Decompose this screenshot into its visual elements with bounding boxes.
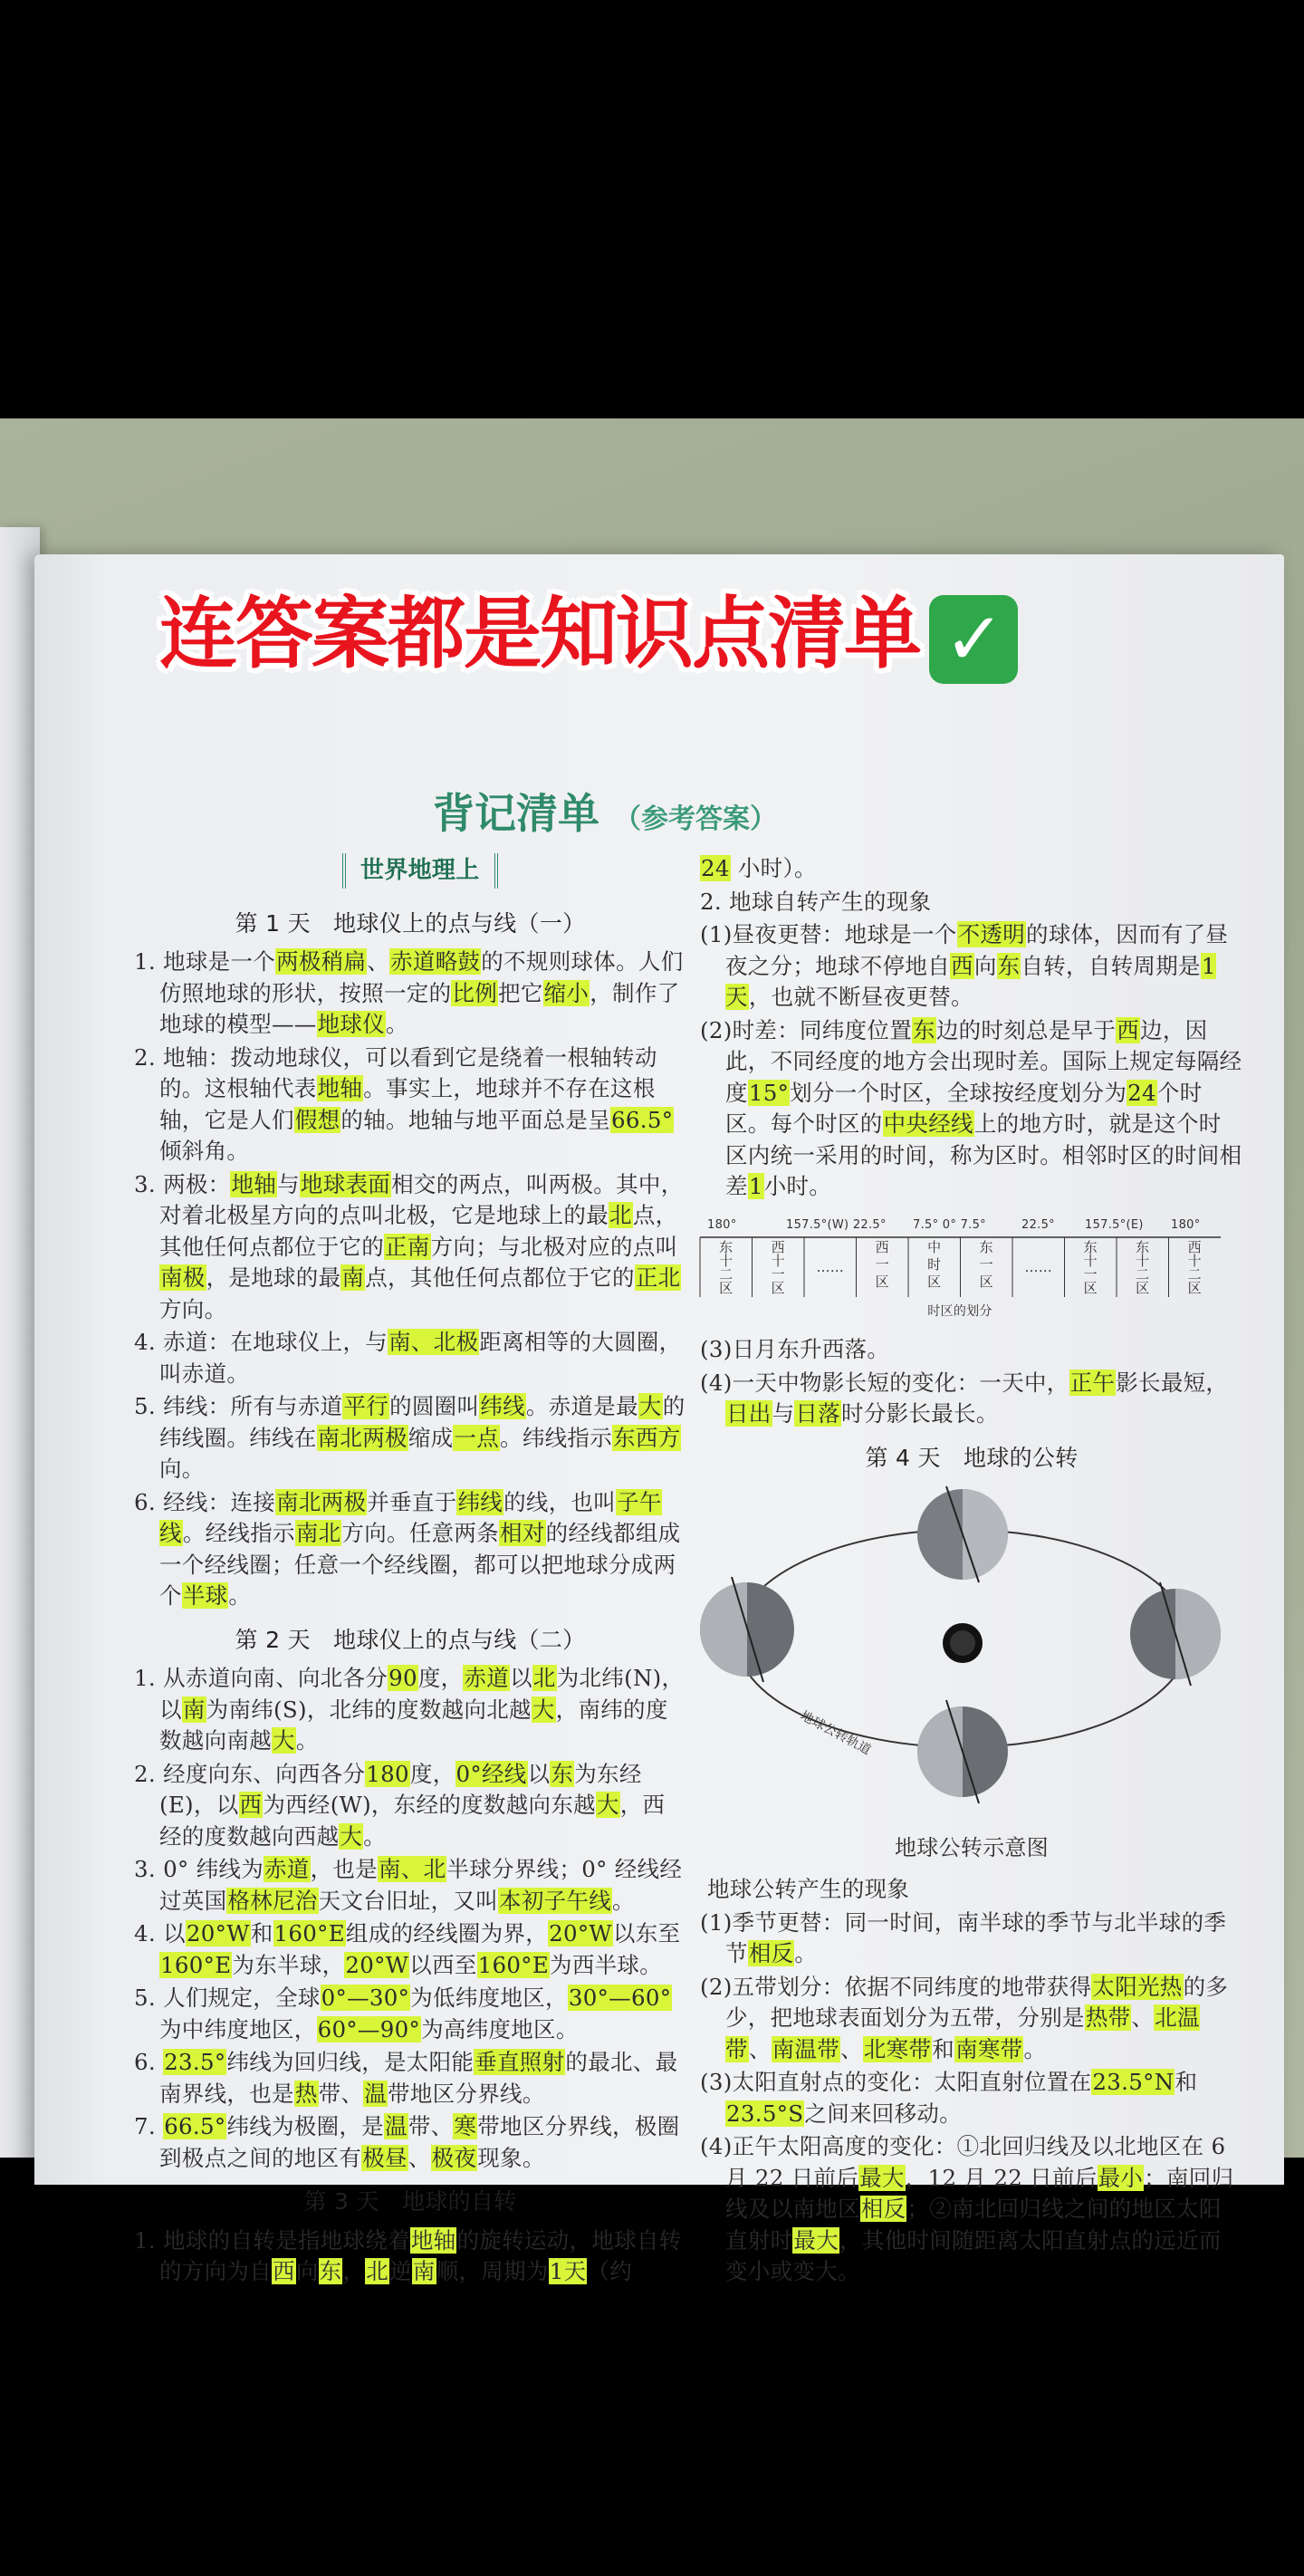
- highlighted-text: 假想: [294, 1106, 340, 1133]
- list-item: [134, 1663, 686, 1757]
- highlighted-text: 平行: [343, 1393, 389, 1419]
- highlighted-text: 极昼: [362, 2144, 408, 2171]
- text-segment: 以: [527, 1760, 551, 1787]
- highlighted-text: 西: [951, 952, 973, 979]
- text-segment: ，12 月 22 日前后: [905, 2164, 1098, 2191]
- tz-degree-label: 157.5°(W) 22.5°: [786, 1217, 887, 1232]
- tz-cell: 东一区: [979, 1238, 993, 1290]
- tz-cell: ……: [816, 1258, 845, 1275]
- highlighted-text: 南、北极: [388, 1329, 479, 1355]
- highlighted-text: 大: [340, 1822, 363, 1850]
- highlighted-text: 南: [412, 2258, 436, 2284]
- highlighted-text: 南寒带: [955, 2035, 1023, 2062]
- tz-degree-label: 157.5°(E): [1085, 1217, 1144, 1232]
- highlighted-text: 24: [701, 855, 730, 881]
- text-segment: 为高纬度地区。: [421, 2015, 579, 2043]
- highlighted-text: 160°E: [273, 1920, 345, 1946]
- highlighted-text: 赤道略鼓: [390, 948, 481, 975]
- text-segment: 上的地方时，就是这个时区内统一采用的时间，称为区时。相邻时区的时间相差: [725, 1110, 1242, 1199]
- text-segment: 1. 地球是一个: [134, 948, 276, 975]
- text-segment: 的最北、最南界线，也是: [159, 2049, 678, 2107]
- text-segment: （约: [587, 2258, 632, 2284]
- text-segment: 和: [1175, 2069, 1198, 2095]
- tz-cell: 西十一区: [771, 1238, 785, 1296]
- earth-top: [917, 1486, 1008, 1582]
- highlighted-text: 15°: [748, 1079, 790, 1106]
- text-segment: ，是地球的最: [206, 1264, 341, 1291]
- text-segment: 半球分界线；0° 经线经过英国: [159, 1856, 683, 1914]
- text-segment: 的纬线圈。纬线在: [159, 1393, 686, 1451]
- list-item: [134, 1043, 686, 1168]
- tz-cell: 东十二区: [1136, 1238, 1150, 1296]
- list-item: [134, 947, 686, 1041]
- revolution-list: [700, 1908, 1243, 2288]
- highlighted-text: 东西方: [613, 1424, 681, 1451]
- highlighted-text: 纬线: [457, 1488, 503, 1515]
- highlighted-text: 南北两极: [317, 1424, 408, 1451]
- text-segment: 为南纬(S)，北纬的度数越向北越: [206, 1696, 532, 1723]
- highlighted-text: 北: [532, 1665, 556, 1691]
- day1-list: [134, 947, 686, 1612]
- day2-title: 第 2 天 地球仪上的点与线（二）: [235, 1626, 586, 1653]
- text-segment: (2)时差：同纬度位置: [700, 1016, 913, 1043]
- text-segment: 3. 两极：: [134, 1170, 231, 1197]
- tz-cell: 西一区: [875, 1238, 889, 1290]
- list-item: [134, 1327, 686, 1389]
- highlighted-text: 相反: [860, 2196, 906, 2222]
- list-item: [700, 2131, 1243, 2288]
- highlighted-text: 东: [319, 2258, 342, 2284]
- text-segment: 。: [295, 1727, 319, 1754]
- text-segment: 个时区。每个时区的: [725, 1079, 1203, 1137]
- highlighted-text: 地轴: [317, 1075, 363, 1101]
- text-segment: 。经线指示: [182, 1520, 295, 1546]
- highlighted-text: 北温带: [725, 2004, 1200, 2062]
- highlighted-text: 不透明: [957, 921, 1026, 947]
- list-item: [134, 1983, 686, 2045]
- text-segment: 的旋转运动，地球自转的方向为自: [159, 2226, 682, 2284]
- text-segment: 。事实上，地球并不存在这根轴，它是人们: [159, 1075, 656, 1133]
- highlighted-text: 极夜: [431, 2144, 477, 2171]
- tz-cell: ……: [1024, 1258, 1053, 1275]
- text-segment: 组成的经线圈为界，: [345, 1920, 549, 1946]
- highlighted-text: 20°W: [345, 1951, 409, 1978]
- text-segment: 与: [772, 1400, 795, 1427]
- page-heading-text: 背记清单: [433, 789, 599, 838]
- tz-cell: 西十二区: [1187, 1238, 1202, 1296]
- text-segment: ，: [342, 2258, 366, 2284]
- highlighted-text: 南极: [160, 1264, 206, 1291]
- highlighted-text: 160°E: [477, 1951, 550, 1978]
- rotation-heading: 2. 地球自转产生的现象: [700, 888, 932, 915]
- time-zone-caption: 时区的划分: [927, 1303, 992, 1319]
- tz-cell: 中时区: [927, 1238, 942, 1290]
- highlighted-text: 1: [748, 1173, 763, 1199]
- text-segment: 、: [1131, 2004, 1155, 2031]
- list-item: [134, 2111, 686, 2174]
- text-segment: 带地区分界线，极圈到极点之间的地区有: [159, 2113, 680, 2171]
- list-item: [134, 2047, 686, 2110]
- highlighted-text: 南: [341, 1264, 365, 1291]
- highlighted-text: 太阳光热: [1092, 1973, 1183, 2000]
- text-segment: 并垂直于: [367, 1488, 457, 1515]
- text-segment: 方向；与北极对应的点叫: [430, 1233, 678, 1260]
- text-segment: 向。: [159, 1456, 205, 1482]
- overlay-title: [159, 571, 1018, 684]
- text-segment: 点，其他任何点都位于它的: [365, 1264, 635, 1291]
- text-segment: 划分一个时区，全球按经度划分为: [790, 1079, 1127, 1106]
- highlighted-text: 温: [385, 2113, 408, 2139]
- book-page: [34, 554, 1284, 2284]
- highlighted-text: 两极稍扁: [276, 948, 367, 975]
- book-photo: [0, 418, 1304, 2284]
- highlighted-text: 南温带: [772, 2035, 840, 2062]
- highlighted-text: 地球仪: [317, 1011, 386, 1037]
- text-segment: (1)季节更替：同一时间，南半球的季节与北半球的季节: [700, 1908, 1227, 1966]
- highlighted-text: 日落: [795, 1400, 841, 1427]
- text-segment: 缩成: [408, 1424, 454, 1451]
- list-item: [134, 2225, 686, 2288]
- text-segment: 。: [386, 1011, 408, 1037]
- highlighted-text: 大: [273, 1727, 295, 1754]
- page-heading: [433, 781, 777, 841]
- day2-list: [134, 1663, 686, 2174]
- highlighted-text: 南北: [295, 1520, 341, 1546]
- highlighted-text: 东: [997, 952, 1021, 979]
- text-segment: 边，因此，不同经度的地方会出现时差。国际上规定每隔经度: [725, 1016, 1242, 1106]
- tz-degree-label: 22.5°: [1021, 1217, 1055, 1232]
- highlighted-text: 东: [913, 1016, 935, 1043]
- text-segment: 向: [973, 952, 997, 979]
- highlighted-text: 格林尼治: [227, 1887, 318, 1914]
- highlighted-text: 东: [551, 1760, 574, 1787]
- highlighted-text: 西: [239, 1792, 263, 1818]
- text-segment: 为中纬度地区，: [159, 2015, 317, 2043]
- page-heading-sub: （参考答案）: [614, 803, 778, 835]
- text-segment: 。: [794, 1940, 818, 1966]
- text-segment: 顺，周期为: [436, 2258, 549, 2284]
- text-segment: 小时）。: [730, 855, 817, 881]
- highlighted-text: 热带: [1085, 2004, 1131, 2031]
- highlighted-text: 半球: [182, 1582, 228, 1609]
- highlighted-text: 西: [1117, 1016, 1140, 1043]
- highlighted-text: 赤道: [464, 1665, 510, 1691]
- text-segment: 与: [277, 1170, 300, 1197]
- text-segment: (4)正午太阳高度的变化：①北回归线及以北地区在 6 月 22 日前后: [700, 2133, 1226, 2191]
- highlighted-text: 大: [596, 1792, 619, 1818]
- text-segment: 带地区分界线。: [388, 2080, 545, 2107]
- text-segment: ，西经的度数越向西越: [159, 1792, 666, 1850]
- text-segment: 以: [510, 1665, 532, 1691]
- text-segment: 的不规则球体。人们仿照地球的形状，按照一定的: [159, 948, 684, 1006]
- orbit-diagram: [700, 1494, 1225, 1820]
- text-segment: 度，: [409, 1760, 455, 1787]
- text-segment: ，其他时间随距离太阳直射点的远近而变小或变大。: [725, 2226, 1222, 2284]
- text-segment: 1. 地球的自转是指地球绕着: [134, 2226, 410, 2254]
- text-segment: 。: [228, 1582, 252, 1609]
- text-segment: (1)昼夜更替：地球是一个: [700, 921, 957, 947]
- highlighted-text: 相反: [748, 1940, 794, 1966]
- text-segment: 为西经(W)，东经的度数越向东越: [263, 1792, 596, 1818]
- text-segment: 4. 以: [134, 1920, 186, 1946]
- text-segment: 纬线为回归线，是太阳能: [226, 2049, 475, 2075]
- text-segment: 7.: [134, 2113, 164, 2139]
- text-segment: 以西至: [409, 1951, 477, 1978]
- highlighted-text: 0°经线: [455, 1760, 527, 1787]
- text-segment: ；②南北回归线之间的地区太阳直射时: [725, 2196, 1222, 2254]
- day4-title: 第 4 天 地球的公转: [865, 1444, 1079, 1471]
- text-segment: 的轴。地轴与地平面总是呈: [340, 1106, 611, 1133]
- left-column: [134, 853, 686, 2290]
- text-segment: 1. 从赤道向南、向北各分: [134, 1665, 388, 1691]
- highlighted-text: 1天: [725, 952, 1216, 1010]
- highlighted-text: 最小: [1098, 2164, 1144, 2191]
- highlighted-text: 地球表面: [300, 1170, 391, 1197]
- highlighted-text: 0°—30°: [321, 1985, 410, 2011]
- highlighted-text: 24: [1127, 1079, 1156, 1106]
- list-item: [700, 1334, 1243, 1366]
- highlighted-text: 23.5°N: [1092, 2069, 1175, 2095]
- highlighted-text: 子午线: [159, 1488, 662, 1546]
- tz-degree-label: 180°: [707, 1217, 737, 1232]
- text-segment: (3)太阳直射点的变化：太阳直射位置在: [700, 2069, 1092, 2095]
- highlighted-text: 南北两极: [276, 1488, 367, 1515]
- highlighted-text: 180: [366, 1760, 409, 1787]
- text-segment: ，也就不断昼夜更替。: [748, 984, 973, 1010]
- text-segment: ，制作了地球的模型——: [159, 979, 680, 1037]
- highlighted-text: 南、北: [379, 1856, 446, 1882]
- highlighted-text: 60°—90°: [317, 2015, 421, 2043]
- text-segment: 为北纬(N)，以: [159, 1665, 685, 1723]
- text-segment: 的多少，把地球表面划分为五带，分别是: [725, 1973, 1229, 2031]
- text-segment: 为低纬度地区，: [410, 1985, 568, 2011]
- text-segment: 6.: [134, 2049, 164, 2075]
- text-segment: 边的时刻总是早于: [935, 1016, 1117, 1043]
- text-segment: 距离相等的大圆圈，叫赤道。: [159, 1329, 682, 1387]
- orbit-label: 地球公转轨道: [798, 1708, 874, 1758]
- list-item: [134, 1169, 686, 1326]
- highlighted-text: 160°E: [160, 1951, 232, 1978]
- text-segment: 、: [840, 2035, 863, 2062]
- rotation-list: [700, 919, 1243, 1203]
- text-segment: 的经线都组成一个经线圈；任意一个经线圈，都可以把地球分成两个: [159, 1520, 681, 1609]
- text-segment: 、: [367, 948, 390, 975]
- text-segment: 天文台旧址，又叫: [318, 1887, 499, 1914]
- text-segment: 小时。: [763, 1173, 832, 1199]
- highlighted-text: 20°W: [186, 1920, 250, 1946]
- highlighted-text: 23.5°S: [726, 2100, 804, 2127]
- text-segment: 方向。任意两条: [341, 1520, 500, 1546]
- text-segment: 6. 经线：连接: [134, 1488, 276, 1515]
- text-segment: 和: [250, 1920, 273, 1946]
- earth-bottom: [917, 1700, 1008, 1803]
- highlighted-text: 北寒带: [863, 2035, 932, 2062]
- text-segment: ，也是: [310, 1856, 379, 1882]
- highlighted-text: 比例: [452, 979, 498, 1006]
- text-segment: 倾斜角。: [159, 1138, 250, 1164]
- text-segment: 为西半球。: [550, 1951, 663, 1978]
- highlighted-text: 西: [273, 2258, 295, 2284]
- highlighted-text: 纬线: [480, 1393, 525, 1419]
- text-segment: 。: [1023, 2035, 1047, 2062]
- list-item: [700, 919, 1243, 1014]
- highlighted-text: 1天: [549, 2258, 587, 2284]
- text-segment: 。: [612, 1887, 635, 1914]
- text-segment: 时分影长最长。: [841, 1400, 999, 1427]
- highlighted-text: 本初子午线: [499, 1887, 612, 1914]
- highlighted-text: 热: [294, 2080, 318, 2107]
- highlighted-text: 日出: [726, 1400, 772, 1427]
- highlighted-text: 90: [388, 1665, 417, 1691]
- overlay-title-text: 连答案都是知识点清单: [159, 589, 920, 679]
- day3-list: [134, 2225, 686, 2288]
- list-item: [700, 2067, 1243, 2129]
- tz-cell: 东十一区: [1083, 1238, 1098, 1296]
- revolution-heading: 地球公转产生的现象: [707, 1876, 910, 1902]
- text-segment: 方向。: [159, 1295, 227, 1322]
- highlighted-text: 23.5°: [164, 2049, 226, 2075]
- text-segment: 和: [932, 2035, 955, 2062]
- text-segment: 现象。: [477, 2144, 545, 2171]
- highlighted-text: 正南: [385, 1233, 430, 1260]
- text-segment: 。纬线指示: [500, 1424, 613, 1451]
- highlighted-text: 赤道: [264, 1856, 310, 1882]
- text-segment: 自转，自转周期是: [1021, 952, 1201, 979]
- highlighted-text: 北: [366, 2258, 389, 2284]
- text-segment: 、: [408, 2144, 431, 2171]
- text-segment: 为东半球，: [232, 1951, 345, 1978]
- text-segment: 之间来回移动。: [804, 2100, 962, 2127]
- rotation-list-2: [700, 1334, 1243, 1430]
- list-item: [134, 1854, 686, 1917]
- text-segment: 点，其他任何点都位于它的: [159, 1202, 678, 1260]
- highlighted-text: 地轴: [231, 1170, 277, 1197]
- highlighted-text: 66.5°: [164, 2113, 226, 2139]
- highlighted-text: 大: [638, 1393, 662, 1419]
- text-segment: 的球体，因而有了昼夜之分；地球不停地自: [725, 921, 1229, 979]
- text-segment: 向: [295, 2258, 319, 2284]
- highlighted-text: 缩小: [543, 979, 590, 1006]
- text-segment: 纬线为极圈，是: [226, 2113, 384, 2139]
- highlighted-text: 北: [609, 1202, 632, 1228]
- text-segment: ，南纬的度数越向南越: [159, 1696, 668, 1754]
- highlighted-text: 相对: [500, 1520, 545, 1546]
- highlighted-text: 正午: [1069, 1369, 1116, 1396]
- text-segment: 的线，也叫: [503, 1488, 617, 1515]
- text-segment: (4)一天中物影长短的变化：一天中，: [700, 1369, 1069, 1396]
- text-segment: 2. 经度向东、向西各分: [134, 1760, 366, 1787]
- text-segment: (3)日月东升西落。: [700, 1336, 890, 1362]
- list-item: [700, 1972, 1243, 2066]
- text-segment: 相交的两点，叫两极。其中，对着北极星方向的点叫北极，它是地球上的最: [159, 1170, 684, 1228]
- text-segment: 带、: [408, 2113, 454, 2139]
- list-item: [134, 1918, 686, 1981]
- list-item: [700, 1908, 1243, 1970]
- highlighted-text: 垂直照射: [475, 2049, 565, 2075]
- check-mark-icon: ✓: [929, 595, 1018, 684]
- highlighted-text: 最大: [859, 2164, 905, 2191]
- highlighted-text: 中央经线: [883, 1110, 973, 1137]
- text-segment: 带、: [318, 2080, 364, 2107]
- text-segment: 影长最短，: [1116, 1369, 1229, 1396]
- text-segment: 度，: [417, 1665, 464, 1691]
- text-segment: 4. 赤道：在地球仪上，与: [134, 1329, 388, 1355]
- list-item: [134, 1391, 686, 1485]
- highlighted-text: 南: [182, 1696, 206, 1723]
- highlighted-text: 66.5°: [611, 1106, 674, 1133]
- text-segment: 5. 纬线：所有与赤道: [134, 1393, 343, 1419]
- section-title: 世界地理上: [342, 853, 498, 889]
- text-segment: 把它: [498, 979, 543, 1006]
- list-item: [700, 1368, 1243, 1430]
- text-segment: ；南回归线及以南地区: [725, 2164, 1234, 2222]
- text-segment: 2. 地轴：拨动地球仪，可以看到它是绕着一根轴转动的。这根轴代表: [134, 1043, 657, 1101]
- highlighted-text: 最大: [793, 2226, 839, 2254]
- text-segment: 的圆圈叫: [389, 1393, 480, 1419]
- tz-degree-label: 180°: [1171, 1217, 1201, 1232]
- text-segment: 。赤道是最: [525, 1393, 638, 1419]
- text-segment: 5. 人们规定，全球: [134, 1985, 321, 2011]
- text-segment: 。: [363, 1822, 387, 1850]
- continued-text: [700, 853, 1243, 885]
- tz-degree-label: 7.5° 0° 7.5°: [913, 1217, 986, 1232]
- right-column: [700, 853, 1243, 2290]
- highlighted-text: 温: [364, 2080, 388, 2107]
- highlighted-text: 正北: [635, 1264, 681, 1291]
- list-item: [700, 853, 1243, 885]
- text-segment: 逆: [389, 2258, 412, 2284]
- highlighted-text: 大: [532, 1696, 555, 1723]
- highlighted-text: 20°W: [549, 1920, 612, 1946]
- time-zone-diagram: [700, 1210, 1221, 1319]
- orbit-caption: 地球公转示意图: [894, 1834, 1050, 1860]
- highlighted-text: 30°—60°: [568, 1985, 672, 2011]
- highlighted-text: 寒: [454, 2113, 477, 2139]
- tz-cell: 东十二区: [719, 1238, 734, 1296]
- highlighted-text: 地轴: [410, 2226, 456, 2254]
- highlighted-text: 一点: [454, 1424, 500, 1451]
- earth-left: [700, 1577, 794, 1682]
- text-segment: 3. 0° 纬线为: [134, 1856, 264, 1882]
- text-segment: 以东至: [612, 1920, 681, 1946]
- day3-title: 第 3 天 地球的自转: [303, 2188, 517, 2215]
- text-segment: (2)五带划分：依据不同纬度的地带获得: [700, 1973, 1092, 2000]
- list-item: [700, 1015, 1243, 1203]
- text-segment: 为东经(E)，以: [159, 1760, 642, 1818]
- list-item: [134, 1759, 686, 1853]
- earth-right: [1130, 1582, 1221, 1686]
- list-item: [134, 1487, 686, 1612]
- text-segment: 、: [748, 2035, 772, 2062]
- day1-title: 第 1 天 地球仪上的点与线（一）: [235, 909, 586, 937]
